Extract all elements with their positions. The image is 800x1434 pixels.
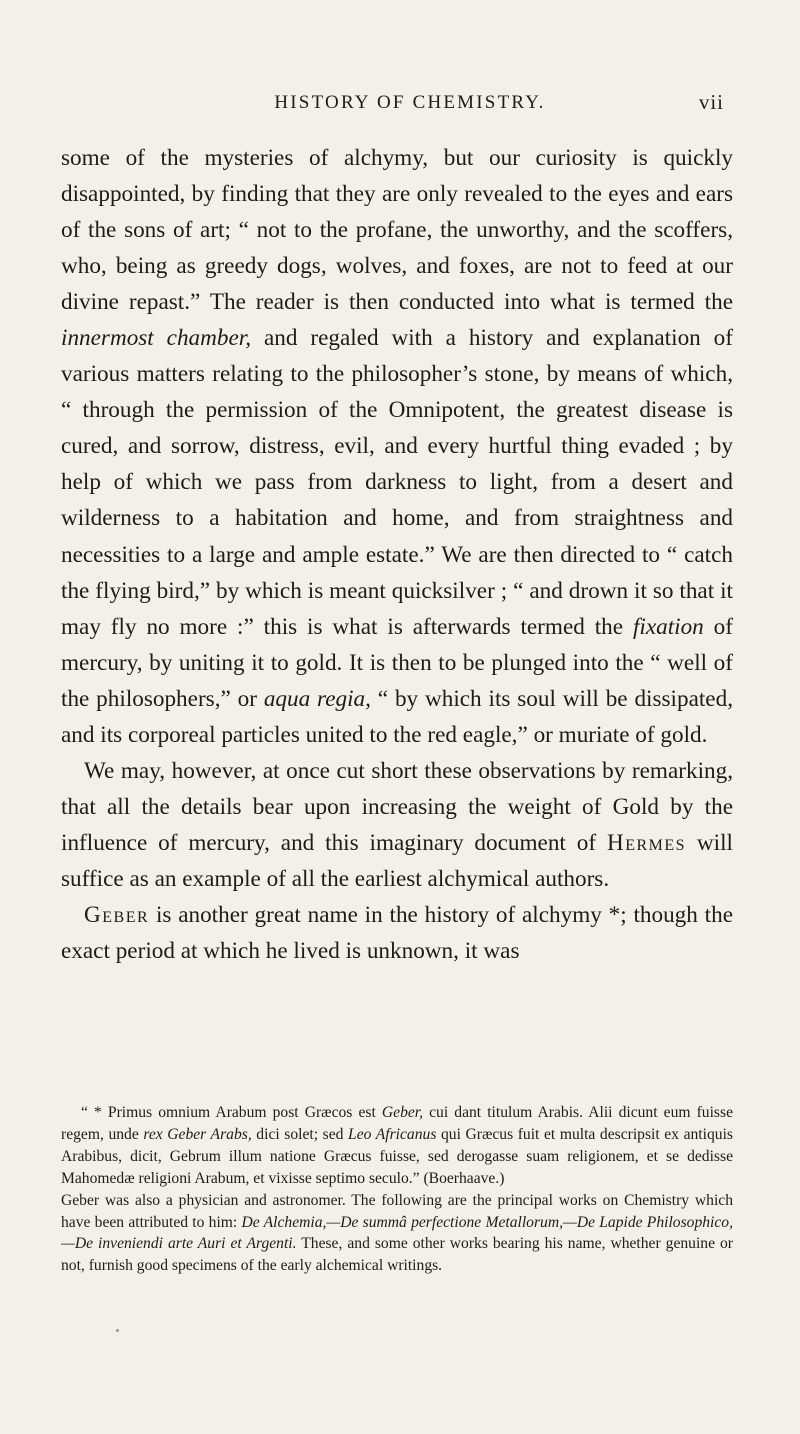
italic-run: Leo Africanus	[348, 1125, 437, 1143]
small-caps-name: Hermes	[606, 829, 687, 856]
text-run: is another great name in the history of alchymy *; though the exact period at which he lived is unknown, it was	[61, 901, 733, 965]
text-run: “ by which its soul will be dissipated, and its corporeal particles united to the red eagle,” or muriate of gold.	[61, 685, 733, 748]
text-run: qui Græcus fuit et multa descripsit ex antiquis Arabibus, dicit, Gebrum illum natione Græcus fuisse, sed derogasse suam religionem, et se dedisse Mahomedæ religioni Arabum, et vixisse septimo seculo.” (Boerhaave.)	[61, 1125, 733, 1187]
text-run: and regaled with a history and explanation of various matters relating to the philosopher’s stone, by means of which, “ through the permission of the Omnipotent, the greatest disease is cured, and sorrow, distress, evil, and every hurtful thing evaded ; by help of which we pass from darkness to light, from a desert and wilderness to a habitation and home, and from straightness and necessities to a large and ample estate.” We are then directed to “ catch the flying bird,” by which is meant quicksilver ; “ and drown it so that it may fly no more :” this is what is afterwards termed the	[61, 325, 733, 640]
footnote	[61, 1102, 733, 1277]
text-run: of mercury, by uniting it to gold. It is then to be plunged into the “ well of the philosophers,” or	[61, 613, 733, 712]
page-number: vii	[698, 90, 724, 114]
running-title: HISTORY OF CHEMISTRY.	[274, 92, 546, 113]
paragraph-geber	[61, 897, 733, 969]
small-caps-name: Geber	[84, 901, 150, 928]
italic-run: fixation	[632, 613, 704, 640]
paragraph-alchymy-mysteries	[61, 140, 733, 753]
text-run: These, and some other works bearing his name, whether genuine or not, furnish good specimens of the early alchemical writings.	[61, 1235, 733, 1275]
italic-run: Geber,	[381, 1104, 424, 1121]
text-run: will suffice as an example of all the earliest alchymical authors.	[61, 829, 734, 892]
text-run: We may, however, at once cut short these observations by remarking, that all the details bear upon increasing the weight of Gold by the influence of mercury, and this imaginary document of	[61, 757, 733, 856]
italic-run: aqua regia,	[263, 685, 371, 712]
footnote-boerhaave-quote	[61, 1102, 733, 1190]
footnote-geber-works	[61, 1190, 733, 1278]
text-run: cui dant titulum Arabis. Alii dicunt eum fuisse regem, unde	[61, 1104, 733, 1143]
italic-run: rex Geber Arabs,	[143, 1125, 252, 1143]
paragraph-hermes	[61, 753, 733, 897]
text-run: some of the mysteries of alchymy, but our curiosity is quickly disappointed, by finding that they are only revealed to the eyes and ears of the sons of art; “ not to the profane, the unworthy, and the scoffers, who, being as greedy dogs, wolves, and foxes, are not to feed at our divine repast.” The reader is then conducted into what is termed the	[61, 145, 733, 316]
italic-run: De Alchemia,—De summâ perfectione Metallorum,—De Lapide Philosophico,—De inveniendi arte Auri et Argenti.	[61, 1213, 733, 1253]
text-run: “ * Primus omnium Arabum post Græcos est	[81, 1104, 382, 1121]
text-run: dici solet; sed	[251, 1125, 349, 1143]
italic-run: innermost chamber,	[61, 325, 252, 352]
running-head	[96, 88, 724, 122]
paper-speck	[116, 1329, 119, 1332]
body-text	[61, 140, 733, 969]
text-run: Geber was also a physician and astronomer. The following are the principal works on Chemistry which have been attributed to him:	[61, 1191, 733, 1231]
